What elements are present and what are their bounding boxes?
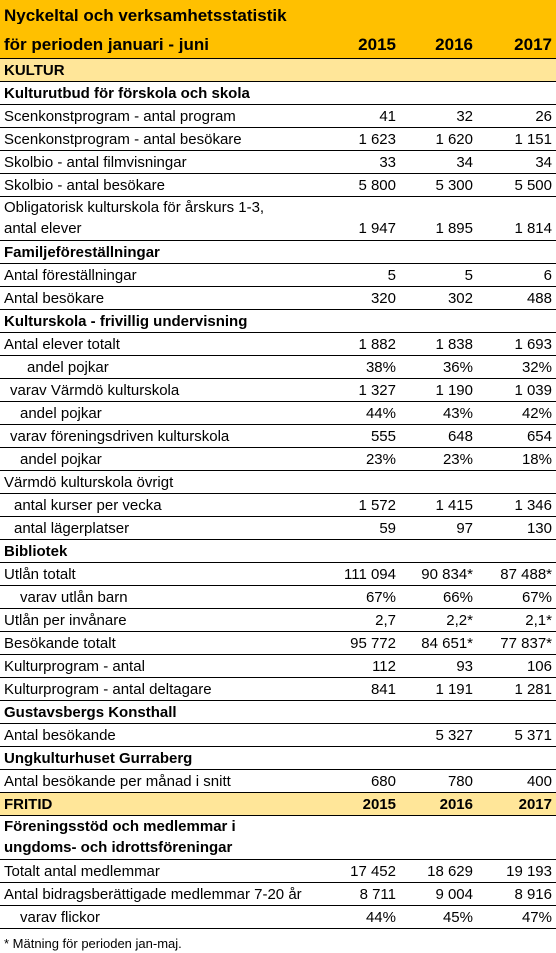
row-label: Antal elever totalt — [4, 336, 120, 352]
group-header — [0, 82, 556, 105]
cell-value: 2,1* — [525, 611, 552, 629]
group-header — [0, 816, 556, 860]
cell-value: 1 838 — [435, 335, 473, 353]
row-label: antal kurser per vecka — [14, 497, 162, 513]
table-row — [0, 151, 556, 174]
cell-value: 8 916 — [514, 885, 552, 903]
cell-value: 44% — [365, 404, 396, 422]
cell-value: 9 004 — [435, 885, 473, 903]
cell-value: 1 620 — [435, 130, 473, 148]
table-row — [0, 678, 556, 701]
year-header: 2016 — [439, 795, 473, 813]
year-header: 2015 — [358, 35, 396, 54]
cell-value: 488 — [526, 289, 552, 307]
cell-value: 93 — [456, 657, 473, 675]
cell-value: 2,7 — [375, 611, 396, 629]
row-label: Kulturprogram - antal — [4, 658, 145, 674]
cell-value: 555 — [370, 427, 396, 445]
cell-value: 106 — [526, 657, 552, 675]
cell-value: 1 281 — [514, 680, 552, 698]
cell-value: 66% — [442, 588, 473, 606]
table-row — [0, 197, 556, 241]
group-header — [0, 701, 556, 724]
table-row — [0, 494, 556, 517]
table-title-row — [0, 0, 556, 31]
cell-value: 5 800 — [358, 176, 396, 194]
row-label: varav Värmdö kulturskola — [10, 382, 180, 398]
cell-value: 780 — [447, 772, 473, 790]
cell-value: 5 300 — [435, 176, 473, 194]
table-row — [0, 655, 556, 678]
table-row — [0, 128, 556, 151]
table-row — [0, 883, 556, 906]
cell-value: 1 415 — [435, 496, 473, 514]
row-label-line1: Obligatorisk kulturskola för årskurs 1-3, — [4, 199, 265, 216]
cell-value: 41 — [379, 107, 396, 125]
cell-value: 841 — [370, 680, 396, 698]
cell-value: 1 190 — [435, 381, 473, 399]
cell-value: 5 327 — [435, 726, 473, 744]
group-header — [0, 747, 556, 770]
cell-value: 1 623 — [358, 130, 396, 148]
cell-value: 47% — [521, 908, 552, 926]
row-label: Antal besökare — [4, 290, 105, 306]
group-title: Kulturskola - frivillig undervisning — [4, 313, 248, 329]
cell-value: 130 — [526, 519, 552, 537]
row-label: Antal bidragsberättigade medlemmar 7-20 år — [4, 886, 302, 902]
group-header — [0, 310, 556, 333]
table-row — [0, 402, 556, 425]
cell-value: 17 452 — [350, 862, 396, 880]
year-header: 2015 — [362, 795, 396, 813]
row-label: andel pojkar — [27, 359, 109, 375]
cell-value: 18 629 — [427, 862, 473, 880]
cell-value: 400 — [526, 772, 552, 790]
row-label: Antal besökande per månad i snitt — [4, 773, 231, 789]
row-label: varav föreningsdriven kulturskola — [10, 428, 230, 444]
table-row — [0, 356, 556, 379]
cell-value: 44% — [365, 908, 396, 926]
cell-value: 5 — [387, 266, 396, 284]
cell-value: 23% — [365, 450, 396, 468]
section-header-fritid — [0, 793, 556, 816]
cell-value: 320 — [370, 289, 396, 307]
row-label: Besökande totalt — [4, 635, 116, 651]
column-header-row — [0, 31, 556, 59]
cell-value: 1 039 — [514, 381, 552, 399]
cell-value: 5 500 — [514, 176, 552, 194]
cell-value: 36% — [442, 358, 473, 376]
row-label: antal lägerplatser — [14, 520, 130, 536]
cell-value: 26 — [535, 107, 552, 125]
cell-value: 1 572 — [358, 496, 396, 514]
cell-value: 1 327 — [358, 381, 396, 399]
group-title-line2: ungdoms- och idrottsföreningar — [4, 839, 233, 856]
cell-value: 32% — [521, 358, 552, 376]
cell-value: 302 — [447, 289, 473, 307]
row-label: Totalt antal medlemmar — [4, 863, 160, 879]
cell-value: 1 947 — [358, 220, 396, 237]
table-row — [0, 379, 556, 402]
cell-value: 5 — [464, 266, 473, 284]
cell-value: 1 882 — [358, 335, 396, 353]
cell-value: 6 — [543, 266, 552, 284]
row-label: Skolbio - antal filmvisningar — [4, 154, 187, 170]
cell-value: 648 — [447, 427, 473, 445]
section-title: FRITID — [4, 796, 53, 812]
cell-value: 67% — [365, 588, 396, 606]
row-label: Kulturprogram - antal deltagare — [4, 681, 212, 697]
cell-value: 33 — [379, 153, 396, 171]
row-label: andel pojkar — [20, 451, 102, 467]
section-header-kultur — [0, 59, 556, 82]
table-row — [0, 724, 556, 747]
cell-value: 90 834* — [421, 565, 473, 583]
cell-value: 34 — [535, 153, 552, 171]
year-header: 2017 — [514, 35, 552, 54]
cell-value: 1 895 — [435, 220, 473, 237]
cell-value: 67% — [521, 588, 552, 606]
row-label: varav utlån barn — [20, 589, 128, 605]
cell-value: 97 — [456, 519, 473, 537]
group-title: Kulturutbud för förskola och skola — [4, 85, 250, 101]
table-row — [0, 586, 556, 609]
cell-value: 32 — [456, 107, 473, 125]
cell-value: 111 094 — [344, 565, 396, 583]
table-row — [0, 632, 556, 655]
cell-value: 18% — [521, 450, 552, 468]
row-label-line2: antal elever — [4, 220, 82, 237]
row-label: Scenkonstprogram - antal program — [4, 108, 236, 124]
table-row — [0, 906, 556, 929]
cell-value: 1 693 — [514, 335, 552, 353]
cell-value: 19 193 — [506, 862, 552, 880]
year-header: 2017 — [518, 795, 552, 813]
group-title: Gustavsbergs Konsthall — [4, 704, 177, 720]
cell-value: 8 711 — [359, 885, 396, 903]
table-row — [0, 425, 556, 448]
cell-value: 95 772 — [350, 634, 396, 652]
group-title: Familjeföreställningar — [4, 244, 160, 260]
row-label: Utlån per invånare — [4, 612, 127, 628]
row-label: andel pojkar — [20, 405, 102, 421]
group-title: Ungkulturhuset Gurraberg — [4, 750, 193, 766]
cell-value: 42% — [521, 404, 552, 422]
cell-value: 112 — [372, 657, 396, 675]
cell-value: 87 488* — [500, 565, 552, 583]
cell-value: 680 — [370, 772, 396, 790]
row-label — [0, 197, 323, 240]
cell-value: 1 191 — [435, 680, 473, 698]
cell-value: 34 — [456, 153, 473, 171]
row-label: Värmdö kulturskola övrigt — [4, 474, 174, 490]
cell-value: 654 — [526, 427, 552, 445]
year-header: 2016 — [435, 35, 473, 54]
group-title: Bibliotek — [4, 543, 68, 559]
section-title: KULTUR — [4, 62, 65, 78]
row-label: Scenkonstprogram - antal besökare — [4, 131, 242, 147]
cell-value: 5 371 — [514, 726, 552, 744]
table-row — [0, 448, 556, 471]
row-label: Skolbio - antal besökare — [4, 177, 165, 193]
cell-value: 1 814 — [514, 220, 552, 237]
group-title-line1: Föreningsstöd och medlemmar i — [4, 818, 236, 835]
table-title: Nyckeltal och verksamhetsstatistik — [4, 7, 287, 24]
cell-value: 59 — [379, 519, 396, 537]
cell-value: 1 346 — [514, 496, 552, 514]
table-subtitle: för perioden januari - juni — [4, 36, 209, 53]
table-row — [0, 105, 556, 128]
footnote: * Mätning för perioden jan-maj. — [4, 936, 182, 951]
cell-value: 38% — [365, 358, 396, 376]
row-label: varav flickor — [20, 909, 101, 925]
cell-value: 23% — [442, 450, 473, 468]
table-row — [0, 174, 556, 197]
table-row — [0, 770, 556, 793]
cell-value: 84 651* — [421, 634, 473, 652]
group-title — [0, 816, 556, 859]
group-header — [0, 540, 556, 563]
table-row — [0, 517, 556, 540]
row-label: Antal besökande — [4, 727, 116, 743]
cell-value: 77 837* — [500, 634, 552, 652]
group-header — [0, 241, 556, 264]
cell-value: 45% — [442, 908, 473, 926]
table-row — [0, 333, 556, 356]
table-row — [0, 264, 556, 287]
row-label: Antal föreställningar — [4, 267, 137, 283]
table-row — [0, 287, 556, 310]
row-label: Utlån totalt — [4, 566, 76, 582]
cell-value: 1 151 — [514, 130, 552, 148]
table-row — [0, 860, 556, 883]
table-row — [0, 563, 556, 586]
cell-value: 43% — [442, 404, 473, 422]
table-row — [0, 471, 556, 494]
cell-value: 2,2* — [446, 611, 473, 629]
table-row — [0, 609, 556, 632]
